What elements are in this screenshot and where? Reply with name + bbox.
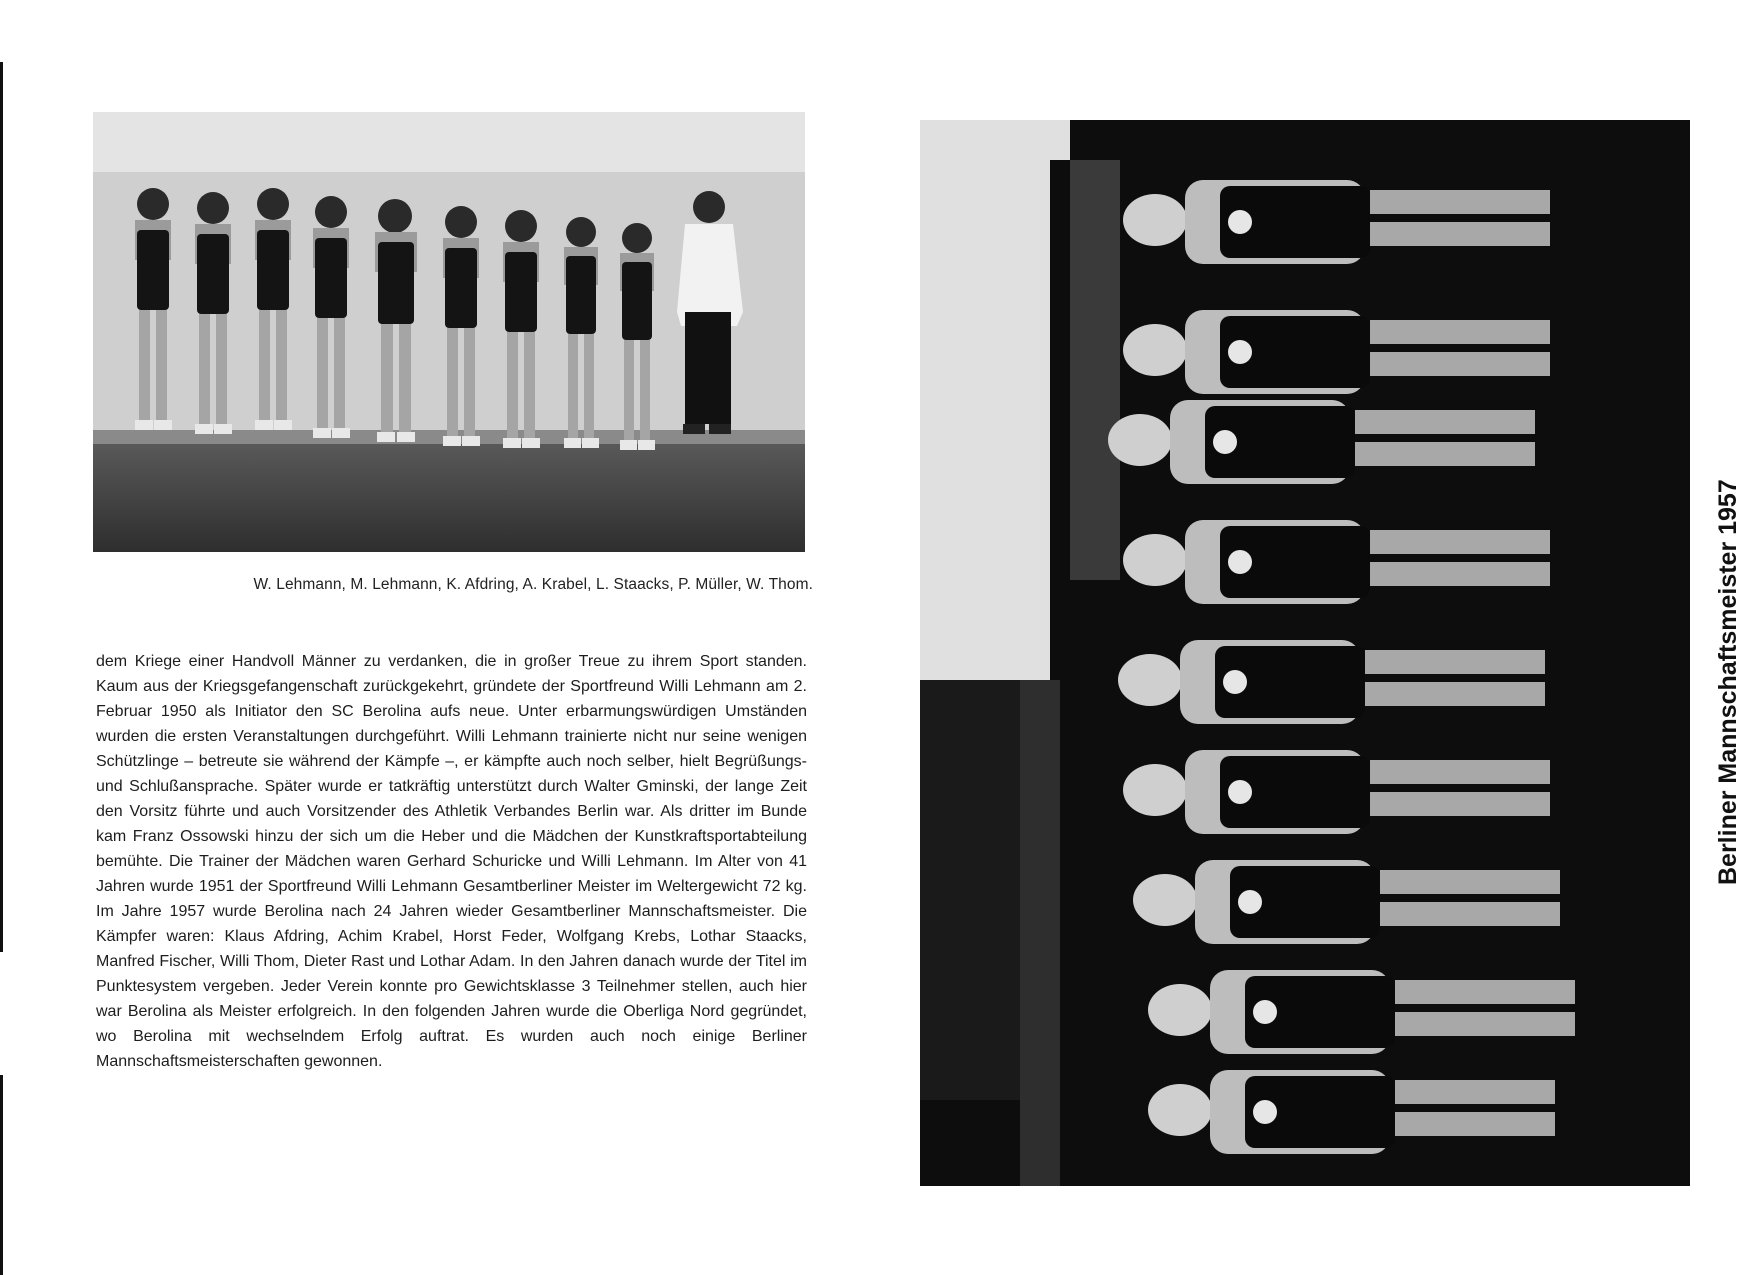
- vertical-title: Berliner Mannschaftsmeister 1957: [1714, 479, 1742, 885]
- body-text: dem Kriege einer Handvoll Männer zu verdanken, die in großer Treue zu ihrem Sport standen. Kaum aus der Kriegsgefangenschaft zurückgekehrt, gründete der Sportfreund Willi Lehmann am 2. Februar 1950 als Initiator den SC Berolina aufs neue. Unter erbarmungswürdigen Umständen wurden die ersten Veranstaltungen durchgeführt. Willi Lehmann trainierte nicht nur seine wenigen Schützlinge – betreute sie während der Kämpfe –, er kämpfte auch noch selber, hielt Begrüßungs- und Schlußansprache. Später wurde er tatkräftig unterstützt durch Walter Gminski, der lange Zeit den Vorsitz führte und auch Vorsitzender des Athletik Verbandes Berlin war. Als dritter im Bunde kam Franz Ossowski hinzu der sich um die Heber und die Mädchen der Kunstkraftsportabteilung bemühte. Die Trainer der Mädchen waren Gerhard Schuricke und Willi Lehmann. Im Alter von 41 Jahren wurde 1951 der Sportfreund Willi Lehmann Gesamtberliner Meister im Weltergewicht 72 kg. Im Jahre 1957 wurde Berolina nach 24 Jahren wieder Gesamtberliner Mannschaftsmeister. Die Kämpfer waren: Klaus Afdring, Achim Krabel, Horst Feder, Wolfgang Krebs, Lothar Staacks, Manfred Fischer, Willi Thom, Dieter Rast und Lothar Adam. In den Jahren danach wurde der Titel im Punktesystem vergeben. Jeder Verein konnte pro Gewichtsklasse 3 Teilnehmer stellen, auch hier war Berolina als Meister erfolgreich. In den folgenden Jahren wurde die Oberliga Nord gegründet, wo Berolina mit wechselndem Erfolg auftrat. Es wurden auch noch einige Berliner Mannschaftsmeisterschaften gewonnen.: [96, 653, 807, 1070]
- photo-caption: W. Lehmann, M. Lehmann, K. Afdring, A. Krabel, L. Staacks, P. Müller, W. Thom.: [253, 576, 813, 593]
- edge-mark: [0, 1075, 3, 1275]
- edge-mark: [0, 62, 3, 952]
- championship-team-photo: [920, 120, 1690, 1186]
- team-photo: [93, 112, 805, 552]
- team-photo-icon: [93, 112, 805, 552]
- team-photo-rotated-icon: [920, 120, 1690, 1186]
